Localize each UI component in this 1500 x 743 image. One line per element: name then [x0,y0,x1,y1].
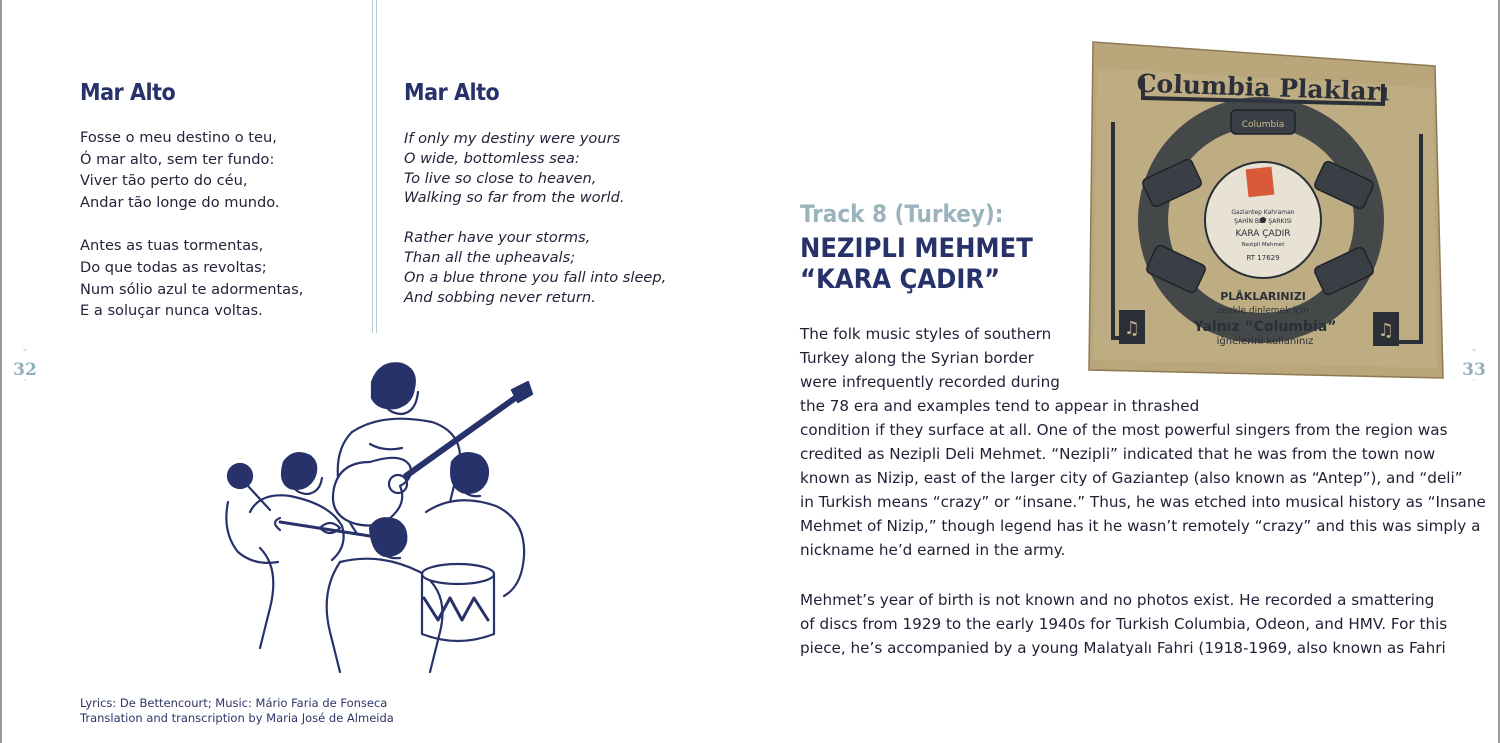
record-footer-line: Yalnız “Columbia” [1193,319,1337,335]
body-line: piece, he’s accompanied by a young Malatyalı Fahri (1918-1969, also known as Fahri [800,639,1446,657]
poem-line: Do que todas as revoltas; [80,258,267,276]
body-line: condition if they surface at all. One of the most powerful singers from the region was [800,421,1448,439]
record-brand-header: Columbia Plakları [1136,68,1390,107]
body-line: nickname he’d earned in the army. [800,541,1066,559]
track-label: Track 8 (Turkey): [800,200,1004,228]
poem-line: To live so close to heaven, [404,169,597,187]
record-sleeve-image [1083,38,1445,398]
poem-line: Num sólio azul te adormentas, [80,280,304,298]
body-line: The folk music styles of southern [800,325,1052,343]
page-number: 32 [13,360,37,380]
record-label-line: RT 17629 [1246,254,1280,262]
poem-line: Andar tão longe do mundo. [80,193,280,211]
guitar-icon [333,382,532,526]
record-tin-label: Columbia [1241,120,1285,130]
body-paragraph-2 [800,588,1447,660]
body-line: credited as Nezipli Deli Mehmet. “Nezipli” indicated that he was from the town now [800,445,1436,463]
body-line: of discs from 1929 to the early 1940s for Turkish Columbia, Odeon, and HMV. For this [800,615,1448,633]
music-note-icon [1119,310,1145,344]
track-title-line: NEZIPLI MEHMET [800,233,1033,264]
record-label-line: ŞAHİN BEY ŞARKISI [1234,218,1292,225]
record-footer-line: zevkle dinlemek için [1217,306,1309,316]
poem-line: Fosse o meu destino o teu, [80,129,277,146]
credits [80,696,394,726]
body-line: the 78 era and examples tend to appear in thrashed [800,397,1200,415]
poem-line: On a blue throne you fall into sleep, [404,268,667,286]
ornament-icon: ˙ [22,379,28,390]
body-line: Mehmet’s year of birth is not known and no photos exist. He recorded a smattering [800,591,1435,609]
poem-line: Viver tão perto do céu, [80,172,248,190]
ornament-icon: ˘ [22,349,28,360]
drum-icon [422,564,494,641]
poem-line: If only my destiny were yours [404,130,621,147]
poem-line: Ó mar alto, sem ter fundo: [80,150,275,168]
trumpet-player-figure [275,518,443,672]
svg-text:♫: ♫ [1123,318,1141,339]
page-number: 33 [1462,360,1486,380]
record-label-line: Gaziantep Kahraman [1231,209,1295,216]
musicians-illustration [220,352,540,682]
credits-line: Translation and transcription by Maria José de Almeida [80,711,394,725]
ornament-icon: ˘ [1471,349,1477,360]
poem-line: Walking so far from the world. [404,189,625,207]
page-number-left [10,350,40,390]
page-edge-left [0,0,2,743]
poem-title-portuguese: Mar Alto [80,80,176,106]
body-line: Mehmet of Nizip,” though legend has it he wasn’t remotely “crazy” and this was simply a [800,517,1481,535]
poem-title-english: Mar Alto [404,80,500,106]
track-title-line: “KARA ÇADIR” [800,264,1001,295]
body-line: known as Nizip, east of the larger city of Gaziantep (also known as “Antep”), and “deli” [800,469,1463,487]
maracas-player-figure [226,453,343,648]
svg-text:♫: ♫ [1377,320,1395,341]
poem-line: And sobbing never return. [404,288,596,306]
poem-portuguese [80,127,303,344]
poem-stanza [80,235,303,321]
poem-english [404,129,666,327]
poem-line: Rather have your storms, [404,229,591,247]
column-divider [372,0,377,333]
body-line: were infrequently recorded during [800,373,1060,391]
body-line: Turkey along the Syrian border [800,349,1034,367]
poem-line: E a soluçar nunca voltas. [80,302,263,320]
poem-stanza [80,127,303,213]
credits-line: Lyrics: De Bettencourt; Music: Mário Faria de Fonseca [80,696,388,710]
record-label-line: Nezipli Mehmet [1241,242,1285,248]
poem-stanza [404,129,666,208]
poem-line: Antes as tuas tormentas, [80,237,264,255]
poem-line: O wide, bottomless sea: [404,149,580,167]
ornament-icon: ˙ [1471,379,1477,390]
record-footer-line: iğnelerini kullanınız [1216,336,1314,347]
body-line: in Turkish means “crazy” or “insane.” Thus, he was etched into musical history as “Insane [800,493,1486,511]
record-label-line: KARA ÇADIR [1235,229,1291,239]
track-title [800,233,1033,295]
music-note-icon [1373,312,1399,346]
poem-stanza [404,228,666,307]
record-footer-line: PLÂKLARINIZI [1220,290,1306,303]
poem-line: Than all the upheavals; [404,248,576,266]
